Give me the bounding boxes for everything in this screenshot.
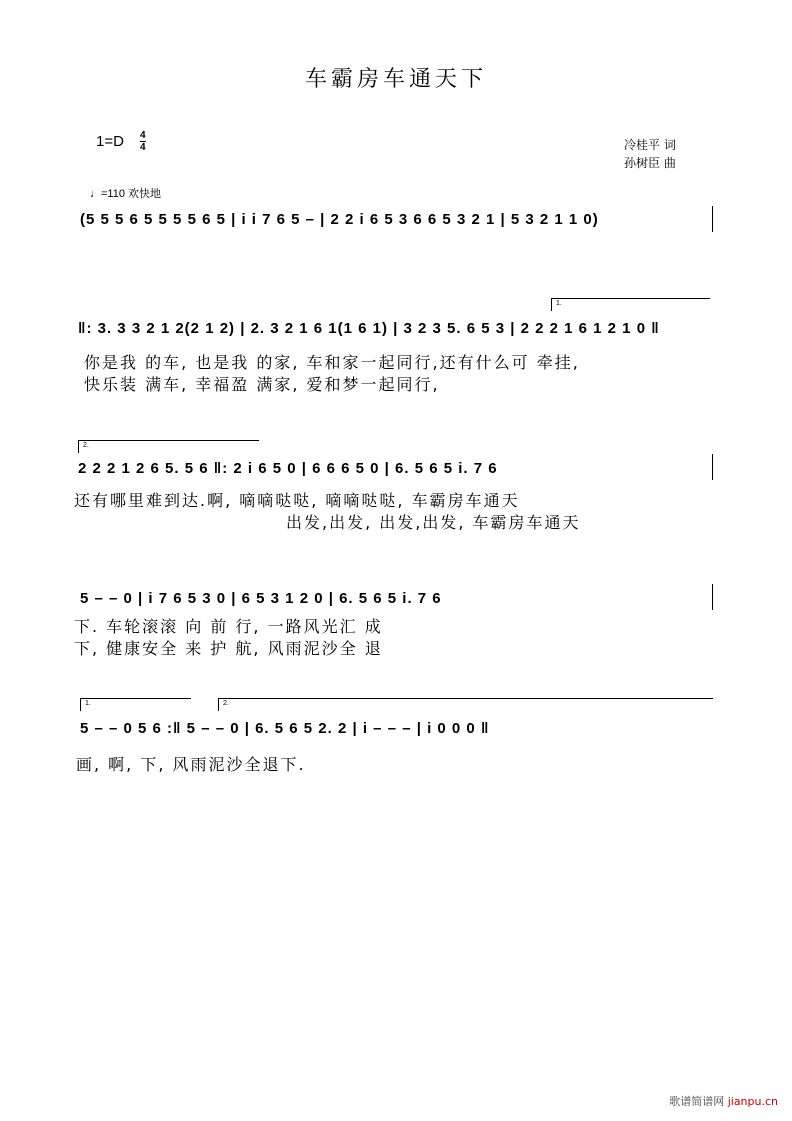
lyricist-credit: 冷桂平 词	[624, 138, 676, 152]
lyric-row-4-verse-1: 画, 啊, 下, 风雨泥沙全退下.	[76, 755, 306, 774]
score-row-intro: (5 5 5 6 5 5 5 5 6 5 | i i 7 6 5 – | 2 2 i 6 5 3 6 6 5 3 2 1 | 5 3 2 1 1 0)	[80, 211, 599, 228]
watermark-text: 歌谱简谱网	[669, 1095, 725, 1108]
lyric-row-2-verse-1: 还有哪里难到达.啊, 嘀嘀哒哒, 嘀嘀哒哒, 车霸房车通天	[74, 491, 520, 510]
lyric-row-1-verse-2: 快乐装 满车, 幸福盈 满家, 爱和梦一起同行,	[84, 375, 440, 394]
volta-second-bracket-end	[218, 698, 713, 711]
barline	[712, 454, 713, 480]
volta-first-label: 1.	[556, 300, 562, 307]
lyric-row-3-verse-1: 下. 车轮滚滚 向 前 行, 一路风光汇 成	[74, 617, 383, 636]
composer-credit: 孙树臣 曲	[624, 156, 676, 170]
meter-top: 4	[140, 130, 146, 141]
key-signature: 1=D	[96, 133, 124, 150]
tempo-marking: ♩=110 欢快地	[90, 188, 162, 200]
song-title: 车霸房车通天下	[304, 67, 487, 92]
score-row-1: ‖: 3. 3 3 2 1 2(2 1 2) | 2. 3 2 1 6 1(1 6 1) | 3 2 3 5. 6 5 3 | 2 2 2 1 6 1 2 1 0 ‖	[78, 320, 660, 337]
score-row-2: 2 2 2 1 2 6 5. 5 6 ‖: 2 i 6 5 0 | 6 6 6 5 0 | 6. 5 6 5 i. 7 6	[78, 460, 498, 477]
volta-second-label: 2.	[83, 442, 89, 449]
volta-first-bracket-end	[80, 698, 191, 711]
lyric-row-2-verse-2: 出发,出发, 出发,出发, 车霸房车通天	[286, 513, 581, 532]
score-row-3: 5 – – 0 | i 7 6 5 3 0 | 6 5 3 1 2 0 | 6. 5 6 5 i. 7 6	[80, 590, 442, 607]
score-row-4: 5 – – 0 5 6 :‖ 5 – – 0 | 6. 5 6 5 2. 2 | i – – – | i 0 0 0 ‖	[80, 720, 490, 737]
volta-second-bracket	[78, 440, 259, 453]
watermark	[669, 1093, 778, 1109]
meter-bottom: 4	[140, 142, 146, 153]
time-signature	[140, 130, 146, 153]
barline	[712, 206, 713, 232]
lyric-row-3-verse-2: 下, 健康安全 来 护 航, 风雨泥沙全 退	[74, 639, 383, 658]
watermark-site: jianpu.cn	[727, 1095, 778, 1108]
volta-second-end-label: 2.	[223, 700, 229, 707]
lyric-row-1-verse-1: 你是我 的车, 也是我 的家, 车和家一起同行,还有什么可 牵挂,	[84, 353, 580, 372]
volta-first-bracket	[551, 298, 710, 311]
volta-first-end-label: 1.	[85, 700, 91, 707]
barline	[712, 584, 713, 610]
